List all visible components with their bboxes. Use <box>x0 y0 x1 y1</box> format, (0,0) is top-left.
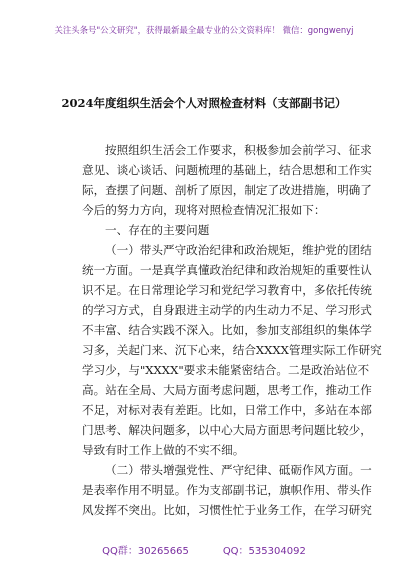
body-line: 统一方面。一是真学真懂政治纪律和政治规矩的重要性认 <box>82 263 372 277</box>
body-line: 今后的努力方向，现将对照检查情况汇报如下： <box>82 203 326 217</box>
body-line: 高。站在全局、大局方面考虑问题，思考工作，推动工作 <box>82 383 372 397</box>
footer-qq-group: QQ群：30265665 <box>102 546 189 557</box>
body-line: 的学习方式，自身跟进主动学的内生动力不足、学习形式 <box>82 303 372 317</box>
body-line: 际，查摆了问题、剖析了原因，制定了改进措施，明确了 <box>82 183 372 197</box>
footer-contact <box>0 542 408 557</box>
footer-qq-number: QQ：535304092 <box>222 546 306 557</box>
body-line: 是表率作用不明显。作为支部副书记，旗帜作用、带头作 <box>82 483 372 497</box>
document-title: 2024年度组织生活会个人对照检查材料（支部副书记） <box>61 96 347 110</box>
body-line: （一）带头严守政治纪律和政治规矩，维护党的团结 <box>105 243 372 257</box>
body-line: 不丰富、结合实践不深入。比如，参加支部组织的集体学 <box>82 323 372 337</box>
body-line: 按照组织生活会工作要求，积极参加会前学习、征求 <box>105 143 372 157</box>
body-line: 习多，关起门来、沉下心来，结合XXXX管理实际工作研究 <box>82 343 382 357</box>
section-heading: 一、存在的主要问题 <box>105 223 210 237</box>
body-line: （二）带头增强党性、严守纪律、砥砺作风方面。一 <box>105 463 372 477</box>
document-body <box>82 140 382 520</box>
body-line: 风发挥不突出。比如，习惯性忙于业务工作，在学习研究 <box>82 503 372 517</box>
body-line: 识不足。在日常理论学习和党纪学习教育中，多依托传统 <box>82 283 372 297</box>
body-line: 不足，对标对表有差距。比如，日常工作中，多站在本部 <box>82 403 372 417</box>
body-line: 导致有时工作上做的不实不细。 <box>82 443 245 457</box>
body-line: 意见、谈心谈话、问题梳理的基础上，结合思想和工作实 <box>82 163 372 177</box>
body-line: 学习少，与"XXXX"要求未能紧密结合。二是政治站位不 <box>82 363 370 377</box>
body-line: 门思考、解决问题多，以中心大局方面思考问题比较少， <box>82 423 372 437</box>
header-promo-note: 关注头条号"公文研究"，获得最新最全最专业的公文资料库！ 微信：gongwenyj <box>54 25 354 35</box>
